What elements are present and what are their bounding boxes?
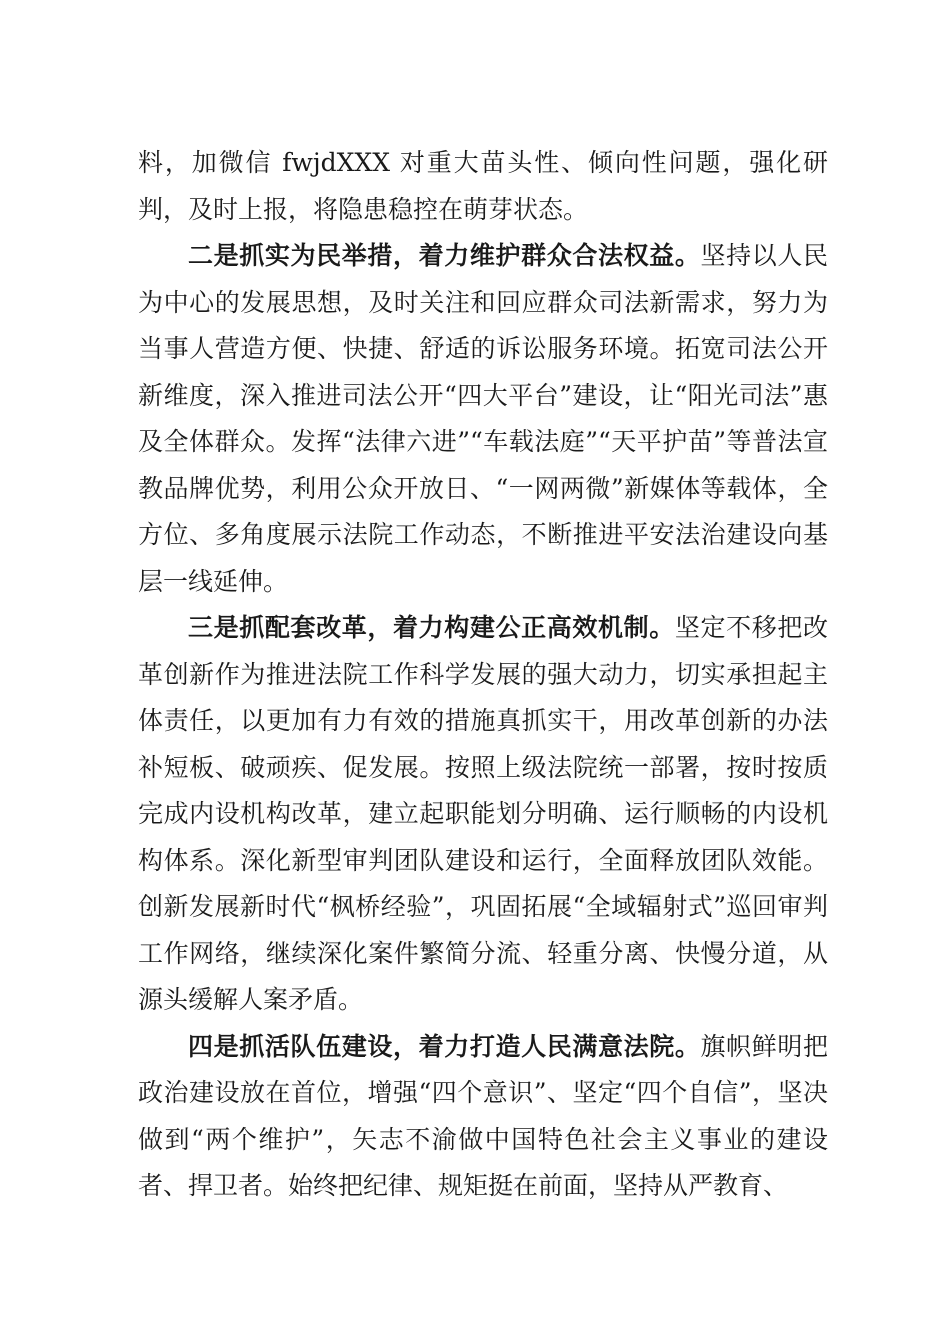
paragraph-1-body: 料，加微信 fwjdXXX 对重大苗头性、倾向性问题，强化研判，及时上报，将隐患稳控在萌芽状态。 — [138, 148, 828, 224]
paragraph-4-body: 旗帜鲜明把政治建设放在首位，增强“四个意识”、坚定“四个自信”，坚决做到“两个维护”，矢志不渝做中国特色社会主义事业的建设者、捍卫者。始终把纪律、规矩挺在前面，坚持从严教育、 — [138, 1031, 828, 1200]
document-body — [138, 140, 828, 1210]
paragraph-3-body: 坚定不移把改革创新作为推进法院工作科学发展的强大动力，切实承担起主体责任，以更加有力有效的措施真抓实干，用改革创新的办法补短板、破顽疾、促发展。按照上级法院统一部署，按时按质完成内设机构改革，建立起职能划分明确、运行顺畅的内设机构体系。深化新型审判团队建设和运行，全面释放团队效能。创新发展新时代“枫桥经验”，巩固拓展“全域辐射式”巡回审判工作网络，继续深化案件繁简分流、轻重分离、快慢分道，从源头缓解人案矛盾。 — [138, 613, 828, 1014]
paragraph-4-lead: 四是抓活队伍建设，着力打造人民满意法院。 — [188, 1031, 701, 1061]
paragraph-1 — [138, 140, 828, 233]
paragraph-2-lead: 二是抓实为民举措，着力维护群众合法权益。 — [188, 241, 701, 270]
paragraph-3-lead: 三是抓配套改革，着力构建公正高效机制。 — [188, 613, 675, 642]
paragraph-3 — [138, 605, 828, 1024]
paragraph-4 — [138, 1024, 828, 1210]
paragraph-2 — [138, 233, 828, 605]
paragraph-2-body: 坚持以人民为中心的发展思想，及时关注和回应群众司法新需求，努力为当事人营造方便、快捷、舒适的诉讼服务环境。拓宽司法公开新维度，深入推进司法公开“四大平台”建设，让“阳光司法”惠及全体群众。发挥“法律六进”“车载法庭”“天平护苗”等普法宣教品牌优势，利用公众开放日、“一网两微”新媒体等载体，全方位、多角度展示法院工作动态，不断推进平安法治建设向基层一线延伸。 — [138, 241, 828, 596]
